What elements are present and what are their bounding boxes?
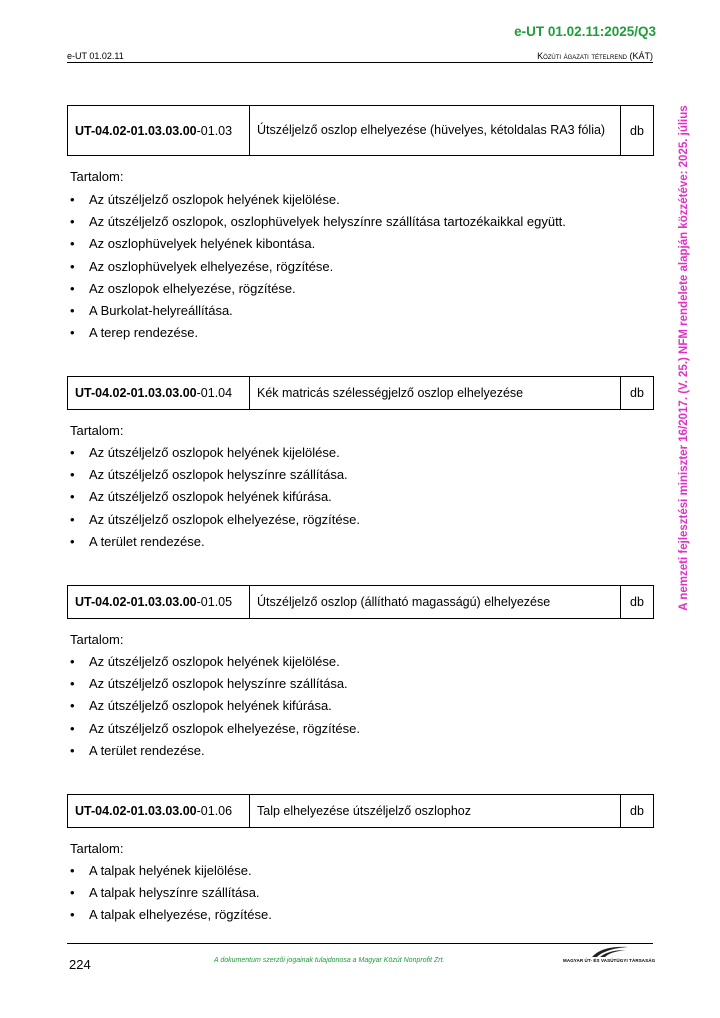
item-table [67,794,654,828]
list-item: • Az oszlophüvelyek elhelyezése, rögzítése. [70,259,566,281]
item-row [68,377,654,410]
logo-text: MAGYAR ÚT- ÉS VASÚTÜGYI TÁRSASÁG [563,958,656,963]
item-description: Kék matricás szélességjelző oszlop elhelyezése [250,377,621,410]
list-item: • A talpak helyének kijelölése. [70,863,272,885]
list-item: • Az útszéljelző oszlopok helyének kijelölése. [70,192,566,214]
content-label: Tartalom: [70,841,124,856]
content-list [70,863,272,930]
item-description: Útszéljelző oszlop (állítható magasságú) elhelyezése [250,586,621,619]
list-item: • Az útszéljelző oszlopok elhelyezése, rögzítése. [70,512,360,534]
list-item: • Az oszlopok elhelyezése, rögzítése. [70,281,566,303]
page-number: 224 [69,957,91,972]
header-right: Közúti ágazati tételrend (KÁT) [537,51,653,61]
item-table [67,376,654,410]
item-table [67,105,654,156]
company-logo [563,945,655,967]
list-item: • A terep rendezése. [70,325,566,347]
content-label: Tartalom: [70,423,124,438]
document-code: e-UT 01.02.11:2025/Q3 [514,24,656,39]
item-code: UT-04.02-01.03.03.00-01.03 [68,106,250,156]
item-table [67,585,654,619]
list-item: • Az útszéljelző oszlopok helyének kijelölése. [70,445,360,467]
list-item: • Az útszéljelző oszlopok helyének kijelölése. [70,654,360,676]
item-row [68,106,654,156]
content-label: Tartalom: [70,169,124,184]
item-code: UT-04.02-01.03.03.00-01.04 [68,377,250,410]
content-list [70,654,360,765]
footer-copyright: A dokumentum szerzői jogainak tulajdonosa a Magyar Közút Nonprofit Zrt. [214,957,445,964]
list-item: • A talpak elhelyezése, rögzítése. [70,907,272,929]
list-item: • A terület rendezése. [70,743,360,765]
list-item: • Az útszéljelző oszlopok helyének kifúrása. [70,698,360,720]
item-code: UT-04.02-01.03.03.00-01.06 [68,795,250,828]
road-swoosh-logo-icon [591,945,629,958]
item-row [68,795,654,828]
list-item: • A Burkolat-helyreállítása. [70,303,566,325]
content-label: Tartalom: [70,632,124,647]
list-item: • A terület rendezése. [70,534,360,556]
item-unit: db [621,795,654,828]
content-list [70,445,360,556]
list-item: • Az útszéljelző oszlopok helyszínre szállítása. [70,467,360,489]
list-item: • Az útszéljelző oszlopok, oszlophüvelyek helyszínre szállítása tartozékaikkal együtt. [70,214,566,236]
item-row [68,586,654,619]
list-item: • Az útszéljelző oszlopok elhelyezése, rögzítése. [70,721,360,743]
list-item: • Az oszlophüvelyek helyének kibontása. [70,236,566,258]
header-left: e-UT 01.02.11 [67,51,124,61]
item-unit: db [621,377,654,410]
content-list [70,192,566,347]
header-rule [67,62,653,63]
item-unit: db [621,106,654,156]
item-code: UT-04.02-01.03.03.00-01.05 [68,586,250,619]
item-description: Útszéljelző oszlop elhelyezése (hüvelyes, kétoldalas RA3 fólia) [250,106,621,156]
footer-rule [67,943,653,944]
side-publication-note: A nemzeti fejlesztési miniszter 16/2017. (V. 25.) NFM rendelete alapján közzétéve: 2025. július [678,105,690,611]
list-item: • A talpak helyszínre szállítása. [70,885,272,907]
item-unit: db [621,586,654,619]
list-item: • Az útszéljelző oszlopok helyének kifúrása. [70,489,360,511]
item-description: Talp elhelyezése útszéljelző oszlophoz [250,795,621,828]
list-item: • Az útszéljelző oszlopok helyszínre szállítása. [70,676,360,698]
